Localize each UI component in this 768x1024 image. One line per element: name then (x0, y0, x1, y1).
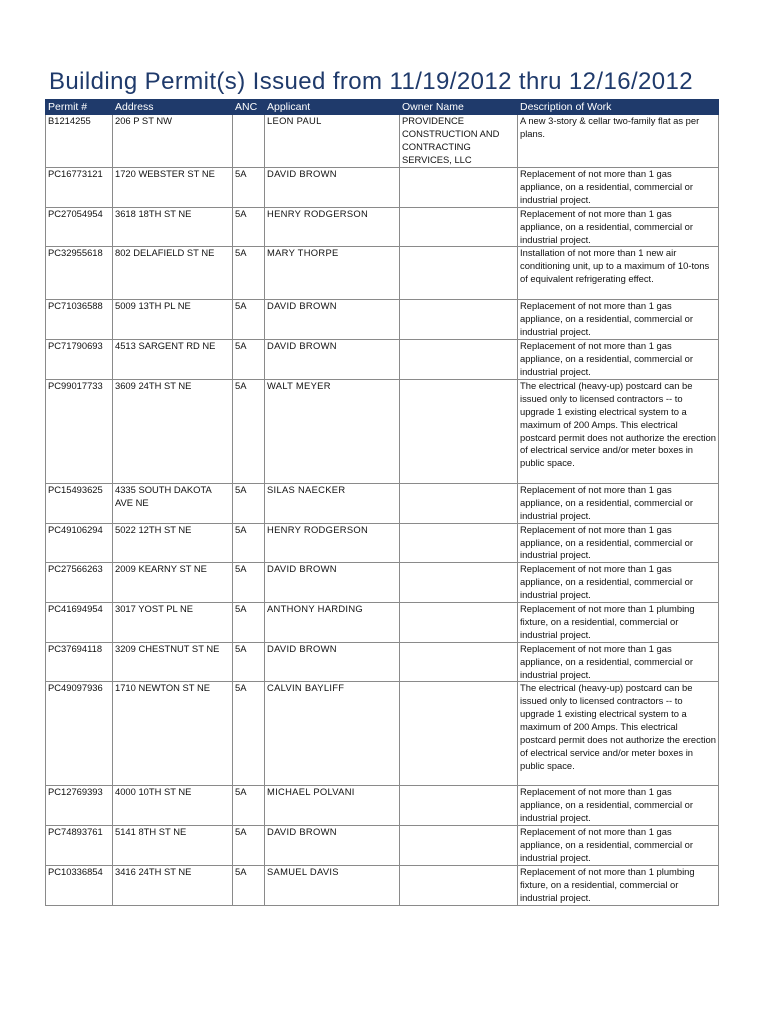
table-row (46, 563, 719, 603)
cell-address: 4000 10TH ST NE (113, 786, 233, 826)
cell-anc: 5A (233, 865, 265, 905)
cell-applicant: DAVID BROWN (265, 642, 400, 682)
cell-address: 3609 24TH ST NE (113, 379, 233, 483)
cell-description: The electrical (heavy-up) postcard can be issued only to licensed contractors -- to upgrade 1 existing electrical system to a maximum of 200 Amps. This electrical postcard permit does not authorize the erection of electrical service and/or meter boxes in public space. (518, 682, 719, 786)
table-row (46, 483, 719, 523)
table-row (46, 207, 719, 247)
table-row (46, 300, 719, 340)
cell-description: Replacement of not more than 1 gas appliance, on a residential, commercial or industrial project. (518, 207, 719, 247)
header-address: Address (113, 100, 233, 115)
table-row (46, 786, 719, 826)
cell-applicant: SILAS NAECKER (265, 483, 400, 523)
table-body (46, 115, 719, 906)
cell-permit: PC15493625 (46, 483, 113, 523)
cell-owner (400, 483, 518, 523)
cell-anc: 5A (233, 247, 265, 300)
cell-owner: PROVIDENCE CONSTRUCTION AND CONTRACTING SERVICES, LLC (400, 115, 518, 168)
cell-permit: PC10336854 (46, 865, 113, 905)
cell-anc (233, 115, 265, 168)
cell-owner (400, 642, 518, 682)
cell-anc: 5A (233, 682, 265, 786)
cell-permit: PC12769393 (46, 786, 113, 826)
cell-applicant: ANTHONY HARDING (265, 603, 400, 643)
header-owner: Owner Name (400, 100, 518, 115)
cell-anc: 5A (233, 642, 265, 682)
header-description: Description of Work (518, 100, 719, 115)
cell-applicant: LEON PAUL (265, 115, 400, 168)
cell-owner (400, 300, 518, 340)
cell-owner (400, 340, 518, 380)
table-row (46, 642, 719, 682)
table-row (46, 682, 719, 786)
cell-address: 2009 KEARNY ST NE (113, 563, 233, 603)
cell-applicant: DAVID BROWN (265, 340, 400, 380)
cell-permit: PC49106294 (46, 523, 113, 563)
cell-permit: PC71036588 (46, 300, 113, 340)
cell-description: Replacement of not more than 1 gas appliance, on a residential, commercial or industrial project. (518, 483, 719, 523)
cell-description: Replacement of not more than 1 gas appliance, on a residential, commercial or industrial project. (518, 300, 719, 340)
cell-applicant: DAVID BROWN (265, 300, 400, 340)
page-title: Building Permit(s) Issued from 11/19/2012 thru 12/16/2012 (49, 68, 694, 95)
cell-permit: PC37694118 (46, 642, 113, 682)
cell-permit: PC41694954 (46, 603, 113, 643)
cell-address: 3416 24TH ST NE (113, 865, 233, 905)
cell-address: 4513 SARGENT RD NE (113, 340, 233, 380)
table-row (46, 826, 719, 866)
cell-description: Replacement of not more than 1 plumbing fixture, on a residential, commercial or industrial project. (518, 865, 719, 905)
cell-owner (400, 786, 518, 826)
table-row (46, 115, 719, 168)
cell-description: A new 3-story & cellar two-family flat as per plans. (518, 115, 719, 168)
permits-table (45, 99, 719, 906)
cell-description: Replacement of not more than 1 gas appliance, on a residential, commercial or industrial project. (518, 786, 719, 826)
cell-address: 1710 NEWTON ST NE (113, 682, 233, 786)
cell-owner (400, 603, 518, 643)
cell-owner (400, 826, 518, 866)
cell-address: 4335 SOUTH DAKOTA AVE NE (113, 483, 233, 523)
cell-anc: 5A (233, 483, 265, 523)
cell-permit: B1214255 (46, 115, 113, 168)
cell-applicant: WALT MEYER (265, 379, 400, 483)
cell-address: 802 DELAFIELD ST NE (113, 247, 233, 300)
cell-description: Replacement of not more than 1 gas appliance, on a residential, commercial or industrial project. (518, 523, 719, 563)
table-row (46, 168, 719, 208)
table-row (46, 379, 719, 483)
cell-description: Replacement of not more than 1 gas appliance, on a residential, commercial or industrial project. (518, 168, 719, 208)
cell-permit: PC32955618 (46, 247, 113, 300)
cell-anc: 5A (233, 300, 265, 340)
cell-address: 206 P ST NW (113, 115, 233, 168)
cell-owner (400, 168, 518, 208)
cell-permit: PC71790693 (46, 340, 113, 380)
cell-applicant: CALVIN BAYLIFF (265, 682, 400, 786)
cell-permit: PC99017733 (46, 379, 113, 483)
cell-anc: 5A (233, 563, 265, 603)
header-permit: Permit # (46, 100, 113, 115)
cell-description: Replacement of not more than 1 gas appliance, on a residential, commercial or industrial project. (518, 642, 719, 682)
cell-applicant: DAVID BROWN (265, 826, 400, 866)
cell-address: 3017 YOST PL NE (113, 603, 233, 643)
cell-address: 5141 8TH ST NE (113, 826, 233, 866)
cell-description: Replacement of not more than 1 plumbing fixture, on a residential, commercial or industrial project. (518, 603, 719, 643)
cell-address: 1720 WEBSTER ST NE (113, 168, 233, 208)
cell-applicant: DAVID BROWN (265, 563, 400, 603)
cell-applicant: MICHAEL POLVANI (265, 786, 400, 826)
cell-applicant: SAMUEL DAVIS (265, 865, 400, 905)
cell-applicant: HENRY RODGERSON (265, 523, 400, 563)
cell-owner (400, 682, 518, 786)
cell-anc: 5A (233, 340, 265, 380)
header-applicant: Applicant (265, 100, 400, 115)
cell-address: 3209 CHESTNUT ST NE (113, 642, 233, 682)
cell-description: Replacement of not more than 1 gas appliance, on a residential, commercial or industrial project. (518, 563, 719, 603)
table-row (46, 865, 719, 905)
cell-address: 5022 12TH ST NE (113, 523, 233, 563)
cell-anc: 5A (233, 786, 265, 826)
cell-owner (400, 379, 518, 483)
header-anc: ANC (233, 100, 265, 115)
cell-permit: PC27054954 (46, 207, 113, 247)
cell-description: The electrical (heavy-up) postcard can be issued only to licensed contractors -- to upgrade 1 existing electrical system to a maximum of 200 Amps. This electrical postcard permit does not authorize the erection of electrical service and/or meter boxes in public space. (518, 379, 719, 483)
cell-owner (400, 247, 518, 300)
cell-anc: 5A (233, 168, 265, 208)
table-row (46, 523, 719, 563)
cell-anc: 5A (233, 379, 265, 483)
cell-owner (400, 207, 518, 247)
cell-permit: PC74893761 (46, 826, 113, 866)
cell-address: 5009 13TH PL NE (113, 300, 233, 340)
cell-owner (400, 523, 518, 563)
cell-address: 3618 18TH ST NE (113, 207, 233, 247)
cell-anc: 5A (233, 523, 265, 563)
cell-applicant: MARY THORPE (265, 247, 400, 300)
cell-permit: PC16773121 (46, 168, 113, 208)
table-row (46, 603, 719, 643)
cell-anc: 5A (233, 207, 265, 247)
cell-description: Installation of not more than 1 new air conditioning unit, up to a maximum of 10-tons of equivalent refrigerating effect. (518, 247, 719, 300)
cell-anc: 5A (233, 826, 265, 866)
table-header-row (46, 100, 719, 115)
cell-applicant: DAVID BROWN (265, 168, 400, 208)
cell-anc: 5A (233, 603, 265, 643)
cell-permit: PC49097936 (46, 682, 113, 786)
table-row (46, 247, 719, 300)
cell-permit: PC27566263 (46, 563, 113, 603)
cell-applicant: HENRY RODGERSON (265, 207, 400, 247)
table-row (46, 340, 719, 380)
cell-owner (400, 563, 518, 603)
cell-description: Replacement of not more than 1 gas appliance, on a residential, commercial or industrial project. (518, 826, 719, 866)
cell-description: Replacement of not more than 1 gas appliance, on a residential, commercial or industrial project. (518, 340, 719, 380)
cell-owner (400, 865, 518, 905)
